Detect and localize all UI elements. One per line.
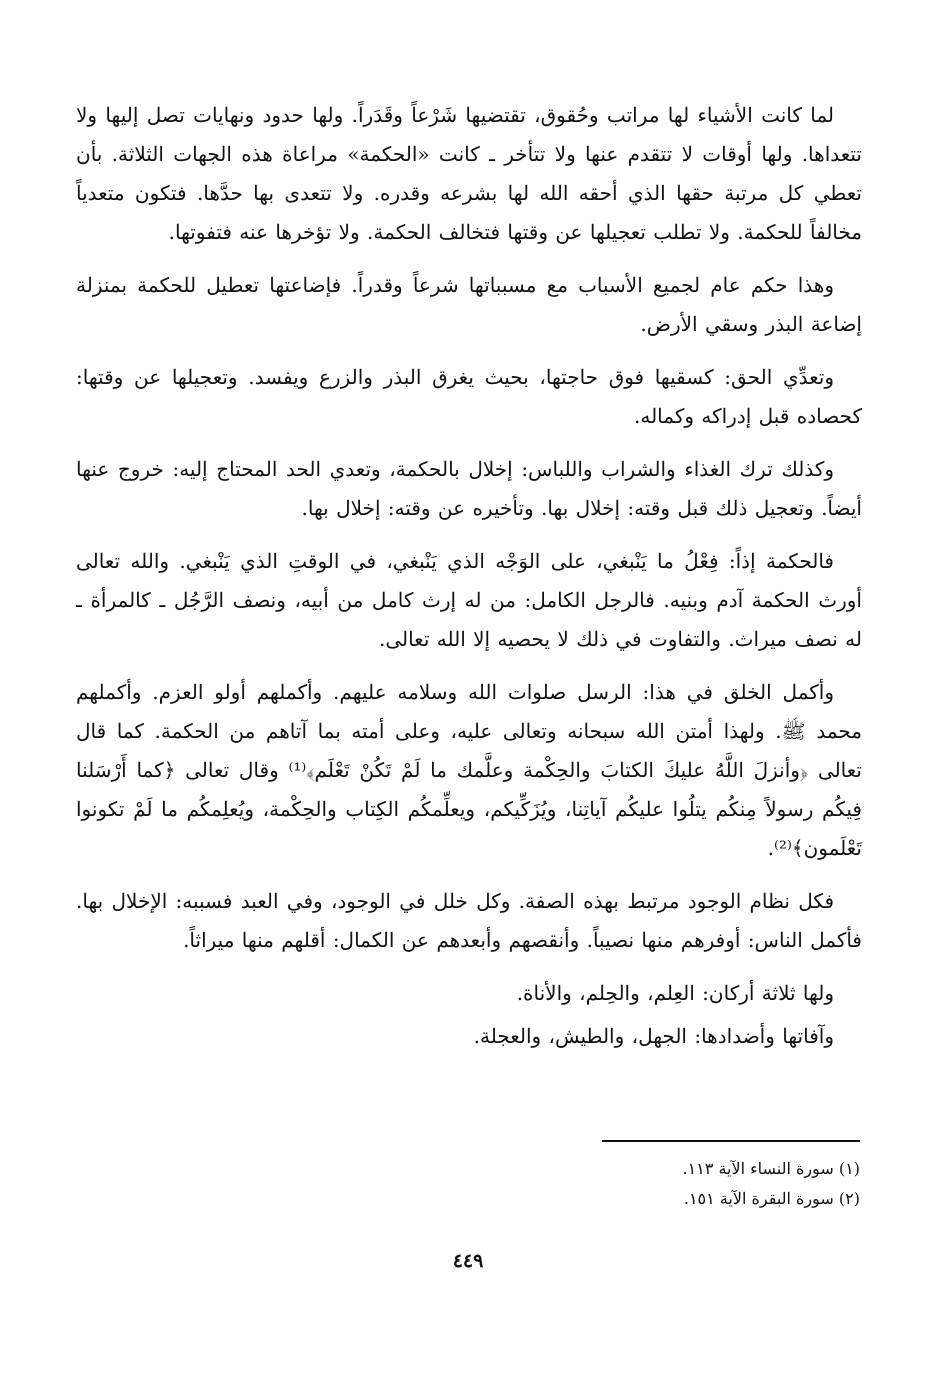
paragraph-most-perfect: وأكمل الخلق في هذا: الرسل صلوات الله وسلامه عليهم. وأكملهم أولو العزم. وأكملهم محمد ﷺ. ولهذا أمتن الله سبحانه وتعالى عليه، وعلى أمته بما آتاهم من الحكمة. كما قال تعالى ﴿وأنزلَ اللَّهُ عليكَ الكتابَ والحِكْمة وعلَّمك ما لَمْ تَكُنْ تَعْلَم﴾⁽¹⁾ وقال تعالى ﴿كما أَرْسَلنا فِيكُم رسولاً مِنكُم يتلُوا عليكُم آياتِنا، ويُزَكِّيكم، ويعلِّمكُم الكِتاب والحِكْمة، ويُعلِمكُم ما لَمْ تكونوا تَعْلَمون﴾⁽²⁾. xyxy=(76,680,862,860)
paragraph-vices: وآفاتها وأضدادها: الجهل، والطيش، والعجلة. xyxy=(473,1024,834,1048)
paragraph-transgression: وتعدِّي الحق: كسقيها فوق حاجتها، بحيث يغرق البذر والزرع ويفسد. وتعجيلها عن وقتها: كحصاده قبل إدراكه وكماله. xyxy=(76,365,862,428)
page-body xyxy=(76,96,862,1060)
page-number: ٤٤٩ xyxy=(452,1250,484,1272)
footnote-1: (١) سورة النساء الآية ١١٣. xyxy=(682,1159,860,1178)
paragraph-order-of-existence: فكل نظام الوجود مرتبط بهذه الصفة. وكل خلل في الوجود، وفي العبد فسببه: الإخلال بها. فأكمل الناس: أوفرهم منها نصيباً. وأنقصهم وأبعدهم عن الكمال: أقلهم منها ميراثاً. xyxy=(76,889,862,952)
footnotes xyxy=(360,1154,860,1214)
paragraph-pillars: ولها ثلاثة أركان: العِلم، والحِلم، والأناة. xyxy=(516,981,834,1005)
paragraph-general-rule: وهذا حكم عام لجميع الأسباب مع مسبباتها شرعاً وقدراً. فإضاعتها تعطيل للحكمة بمنزلة إضاعة البذر وسقي الأرض. xyxy=(76,273,862,336)
paragraph-wisdom-summary: فالحكمة إذاً: فِعْلُ ما يَنْبغي، على الوَجْه الذي يَنْبغي، في الوقتِ الذي يَنْبغي. والله تعالى أورث الحكمة آدم وبنيه. فالرجل الكامل: من له إرث كامل من أبيه، ونصف الرَّجُل ـ كالمرأة ـ له نصف ميراث. والتفاوت في ذلك لا يحصيه إلا الله تعالى. xyxy=(76,549,862,651)
footnote-divider xyxy=(602,1140,860,1142)
paragraph-food-drink: وكذلك ترك الغذاء والشراب واللباس: إخلال بالحكمة، وتعدي الحد المحتاج إليه: خروج عنها أيضاً. وتعجيل ذلك قبل وقته: إخلال بها. وتأخيره عن وقته: إخلال بها. xyxy=(76,457,862,520)
footnote-2: (٢) سورة البقرة الآية ١٥١. xyxy=(683,1189,860,1208)
paragraph-wisdom-definition: لما كانت الأشياء لها مراتب وحُقوق، تقتضيها شَرْعاً وقَدَراً. ولها حدود ونهايات تصل إليها ولا تتعداها. ولها أوقات لا تتقدم عنها ولا تتأخر ـ كانت «الحكمة» مراعاة هذه الجهات الثلاثة. بأن تعطي كل مرتبة حقها الذي أحقه الله لها بشرعه وقدره. ولا تتعدى بها حدَّها. فتكون متعدياً مخالفاً للحكمة. ولا تطلب تعجيلها عن وقتها فتخالف الحكمة. ولا تؤخرها عنه فتفوتها. xyxy=(76,103,863,244)
